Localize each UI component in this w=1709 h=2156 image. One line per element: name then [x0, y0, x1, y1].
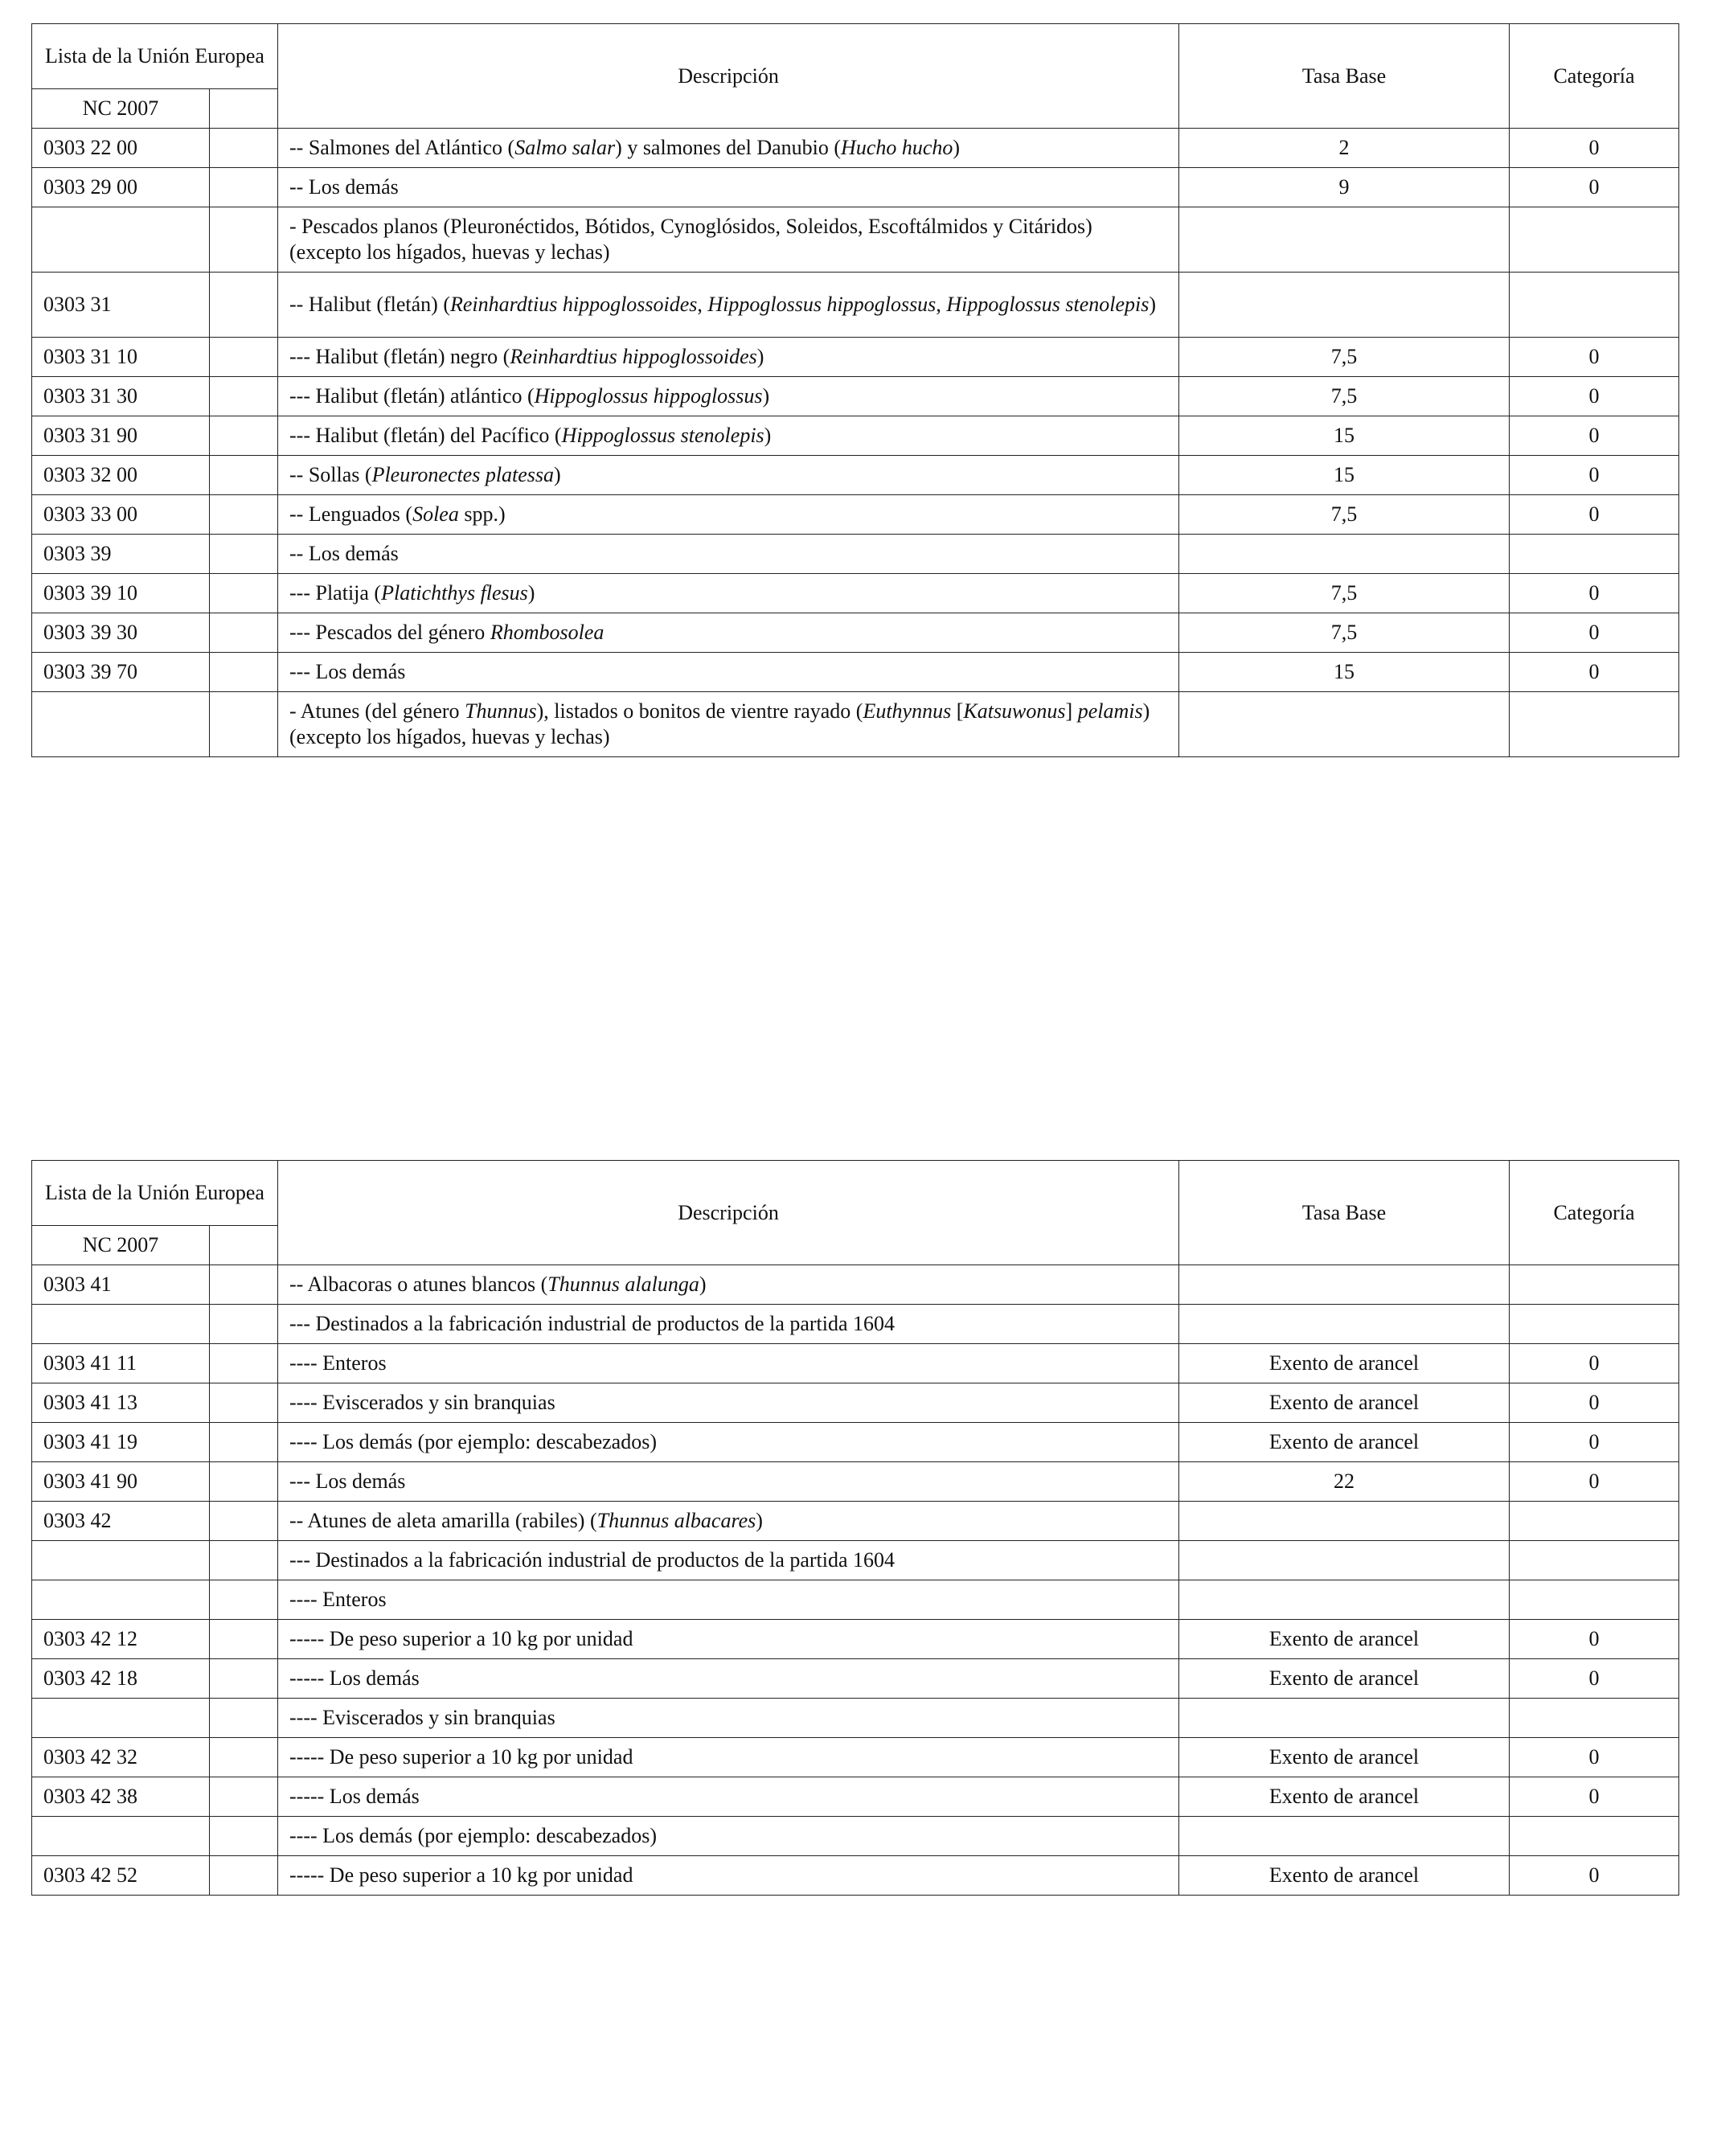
category-cell: 0: [1510, 338, 1679, 377]
blank-cell: [210, 1305, 278, 1344]
nc-code-cell: 0303 42 38: [32, 1777, 210, 1817]
blank-cell: [210, 1620, 278, 1659]
base-rate-cell: 15: [1179, 456, 1510, 495]
description-text: - Atunes (del género: [289, 699, 465, 723]
species-name: Salmo salar: [514, 136, 616, 159]
category-cell: [1510, 1541, 1679, 1580]
category-cell: 0: [1510, 1344, 1679, 1383]
nc-code-cell: 0303 42: [32, 1502, 210, 1541]
description-cell: [278, 1580, 1179, 1620]
blank-cell: [210, 1383, 278, 1423]
species-name: Rhombosolea: [490, 621, 605, 644]
blank-cell: [210, 377, 278, 416]
description-text: -- Los demás: [289, 542, 399, 565]
description-cell: [278, 416, 1179, 456]
description-text: --- Destinados a la fabricación industrial de productos de la partida 1604: [289, 1548, 895, 1572]
nc-code-cell: 0303 39 30: [32, 613, 210, 653]
base-rate-cell: 7,5: [1179, 495, 1510, 535]
nc-code-cell: [32, 1817, 210, 1856]
description-cell: [278, 1423, 1179, 1462]
category-cell: 0: [1510, 1462, 1679, 1502]
description-cell: [278, 1541, 1179, 1580]
header-nc-2007: NC 2007: [32, 1226, 210, 1265]
blank-cell: [210, 1817, 278, 1856]
table-row: [32, 692, 1679, 757]
table-row: [32, 416, 1679, 456]
description-cell: [278, 1699, 1179, 1738]
description-cell: [278, 1620, 1179, 1659]
header-blank-cell: [210, 89, 278, 129]
base-rate-cell: [1179, 273, 1510, 338]
species-name: Hucho hucho: [841, 136, 953, 159]
base-rate-cell: Exento de arancel: [1179, 1383, 1510, 1423]
base-rate-cell: [1179, 535, 1510, 574]
header-base-rate: Tasa Base: [1179, 1161, 1510, 1265]
table-1-body: [32, 129, 1679, 757]
table-row: [32, 207, 1679, 273]
base-rate-cell: [1179, 692, 1510, 757]
blank-cell: [210, 1856, 278, 1896]
species-name: pelamis: [1077, 699, 1143, 723]
description-cell: [278, 1265, 1179, 1305]
category-cell: 0: [1510, 168, 1679, 207]
description-text: ----- De peso superior a 10 kg por unidad: [289, 1863, 633, 1887]
description-text: ): [699, 1273, 707, 1296]
category-cell: [1510, 207, 1679, 273]
nc-code-cell: 0303 41 11: [32, 1344, 210, 1383]
category-cell: 0: [1510, 1423, 1679, 1462]
description-text: ---- Enteros: [289, 1588, 387, 1611]
description-text: ---- Enteros: [289, 1351, 387, 1375]
table-row: [32, 1620, 1679, 1659]
species-name: Reinhardtius hippoglossoides: [510, 345, 757, 368]
description-cell: [278, 613, 1179, 653]
nc-code-cell: [32, 1580, 210, 1620]
nc-code-cell: 0303 29 00: [32, 168, 210, 207]
category-cell: 0: [1510, 1856, 1679, 1896]
header-eu-list: Lista de la Unión Europea: [32, 24, 278, 89]
description-cell: [278, 377, 1179, 416]
description-text: -- Atunes de aleta amarilla (rabiles) (: [289, 1509, 597, 1532]
description-text: ) (excepto los hígados, huevas y lechas): [289, 699, 1150, 748]
description-text: ,: [936, 293, 947, 316]
nc-code-cell: 0303 31 90: [32, 416, 210, 456]
nc-code-cell: 0303 41 13: [32, 1383, 210, 1423]
blank-cell: [210, 1738, 278, 1777]
description-cell: [278, 574, 1179, 613]
base-rate-cell: Exento de arancel: [1179, 1659, 1510, 1699]
table-row: [32, 1777, 1679, 1817]
base-rate-cell: [1179, 1305, 1510, 1344]
nc-code-cell: 0303 42 32: [32, 1738, 210, 1777]
base-rate-cell: [1179, 1817, 1510, 1856]
nc-code-cell: [32, 1305, 210, 1344]
blank-cell: [210, 495, 278, 535]
blank-cell: [210, 1502, 278, 1541]
blank-cell: [210, 273, 278, 338]
blank-cell: [210, 1699, 278, 1738]
description-text: --- Pescados del género: [289, 621, 490, 644]
description-cell: [278, 1305, 1179, 1344]
description-text: ----- De peso superior a 10 kg por unidad: [289, 1745, 633, 1769]
description-text: -- Los demás: [289, 175, 399, 199]
blank-cell: [210, 207, 278, 273]
category-cell: 0: [1510, 129, 1679, 168]
description-cell: [278, 1462, 1179, 1502]
table-row: [32, 1462, 1679, 1502]
header-base-rate: Tasa Base: [1179, 24, 1510, 129]
category-cell: 0: [1510, 495, 1679, 535]
species-name: Euthynnus: [863, 699, 952, 723]
nc-code-cell: 0303 31 30: [32, 377, 210, 416]
description-cell: [278, 1777, 1179, 1817]
table-row: [32, 1856, 1679, 1896]
base-rate-cell: 9: [1179, 168, 1510, 207]
nc-code-cell: 0303 41: [32, 1265, 210, 1305]
blank-cell: [210, 653, 278, 692]
table-row: [32, 377, 1679, 416]
table-row: [32, 653, 1679, 692]
table-row: [32, 129, 1679, 168]
table-row: [32, 574, 1679, 613]
base-rate-cell: [1179, 1265, 1510, 1305]
description-cell: [278, 535, 1179, 574]
table-row: [32, 613, 1679, 653]
category-cell: 0: [1510, 1777, 1679, 1817]
species-name: Katsuwonus: [963, 699, 1066, 723]
base-rate-cell: [1179, 1699, 1510, 1738]
category-cell: [1510, 1699, 1679, 1738]
header-description: Descripción: [278, 24, 1179, 129]
species-name: Hippoglossus hippoglossus: [534, 384, 763, 408]
nc-code-cell: 0303 22 00: [32, 129, 210, 168]
nc-code-cell: [32, 692, 210, 757]
category-cell: [1510, 1817, 1679, 1856]
table-row: [32, 1502, 1679, 1541]
species-name: Platichthys flesus: [381, 581, 528, 605]
category-cell: 0: [1510, 653, 1679, 692]
base-rate-cell: Exento de arancel: [1179, 1777, 1510, 1817]
description-text: -- Albacoras o atunes blancos (: [289, 1273, 548, 1296]
species-name: Thunnus alalunga: [547, 1273, 699, 1296]
description-text: --- Platija (: [289, 581, 382, 605]
species-name: Reinhardtius hippoglossoides: [449, 293, 698, 316]
header-blank-cell: [210, 1226, 278, 1265]
table-row: [32, 1699, 1679, 1738]
species-name: Hippoglossus stenolepis: [946, 293, 1150, 316]
description-text: ]: [1065, 699, 1078, 723]
nc-code-cell: 0303 39 10: [32, 574, 210, 613]
category-cell: 0: [1510, 1620, 1679, 1659]
description-text: -- Salmones del Atlántico (: [289, 136, 515, 159]
base-rate-cell: [1179, 1502, 1510, 1541]
category-cell: [1510, 692, 1679, 757]
description-text: ----- De peso superior a 10 kg por unidad: [289, 1627, 633, 1650]
description-cell: [278, 495, 1179, 535]
species-name: Hippoglossus hippoglossus: [707, 293, 936, 316]
base-rate-cell: 7,5: [1179, 338, 1510, 377]
base-rate-cell: [1179, 1580, 1510, 1620]
tariff-table-2: [31, 1160, 1679, 1896]
species-name: Hippoglossus stenolepis: [561, 424, 764, 447]
base-rate-cell: Exento de arancel: [1179, 1856, 1510, 1896]
header-description: Descripción: [278, 1161, 1179, 1265]
base-rate-cell: [1179, 207, 1510, 273]
description-text: --- Halibut (fletán) negro (: [289, 345, 510, 368]
table-row: [32, 1659, 1679, 1699]
description-text: --- Destinados a la fabricación industrial de productos de la partida 1604: [289, 1312, 895, 1335]
description-cell: [278, 456, 1179, 495]
description-text: --- Halibut (fletán) atlántico (: [289, 384, 535, 408]
nc-code-cell: 0303 41 90: [32, 1462, 210, 1502]
nc-code-cell: 0303 33 00: [32, 495, 210, 535]
blank-cell: [210, 692, 278, 757]
description-text: ): [1149, 293, 1157, 316]
description-text: ): [527, 581, 535, 605]
description-cell: [278, 168, 1179, 207]
blank-cell: [210, 168, 278, 207]
description-cell: [278, 207, 1179, 273]
blank-cell: [210, 1344, 278, 1383]
blank-cell: [210, 1580, 278, 1620]
description-text: ): [762, 384, 770, 408]
category-cell: 0: [1510, 377, 1679, 416]
table-row: [32, 1423, 1679, 1462]
description-text: ---- Los demás (por ejemplo: descabezados): [289, 1824, 657, 1847]
description-text: ), listados o bonitos de vientre rayado (: [536, 699, 863, 723]
blank-cell: [210, 1541, 278, 1580]
description-text: [: [951, 699, 964, 723]
table-row: [32, 1383, 1679, 1423]
table-row: [32, 1344, 1679, 1383]
nc-code-cell: 0303 42 52: [32, 1856, 210, 1896]
description-text: ): [756, 1509, 763, 1532]
base-rate-cell: 22: [1179, 1462, 1510, 1502]
description-text: --- Halibut (fletán) del Pacífico (: [289, 424, 562, 447]
description-cell: [278, 338, 1179, 377]
base-rate-cell: Exento de arancel: [1179, 1344, 1510, 1383]
description-cell: [278, 1344, 1179, 1383]
category-cell: 0: [1510, 416, 1679, 456]
base-rate-cell: [1179, 1541, 1510, 1580]
nc-code-cell: 0303 42 12: [32, 1620, 210, 1659]
description-text: --- Los demás: [289, 1469, 406, 1493]
description-cell: [278, 1383, 1179, 1423]
category-cell: 0: [1510, 1383, 1679, 1423]
blank-cell: [210, 456, 278, 495]
table-2-body: [32, 1265, 1679, 1896]
description-cell: [278, 1502, 1179, 1541]
description-text: ): [764, 424, 772, 447]
description-cell: [278, 653, 1179, 692]
header-category: Categoría: [1510, 1161, 1679, 1265]
table-row: [32, 1817, 1679, 1856]
base-rate-cell: 2: [1179, 129, 1510, 168]
description-cell: [278, 1738, 1179, 1777]
base-rate-cell: Exento de arancel: [1179, 1423, 1510, 1462]
nc-code-cell: 0303 39 70: [32, 653, 210, 692]
blank-cell: [210, 338, 278, 377]
header-nc-2007: NC 2007: [32, 89, 210, 129]
blank-cell: [210, 129, 278, 168]
description-text: ) y salmones del Danubio (: [615, 136, 842, 159]
description-text: ): [756, 345, 764, 368]
nc-code-cell: 0303 41 19: [32, 1423, 210, 1462]
table-row: [32, 1541, 1679, 1580]
blank-cell: [210, 535, 278, 574]
category-cell: [1510, 535, 1679, 574]
blank-cell: [210, 1265, 278, 1305]
description-text: - Pescados planos (Pleuronéctidos, Bótidos, Cynoglósidos, Soleidos, Escoftálmidos y Citáridos) (excepto los hígados, huevas y lechas): [289, 215, 1092, 264]
nc-code-cell: [32, 1541, 210, 1580]
table-row: [32, 1265, 1679, 1305]
category-cell: 0: [1510, 456, 1679, 495]
description-cell: [278, 273, 1179, 338]
table-row: [32, 1580, 1679, 1620]
description-cell: [278, 1817, 1179, 1856]
category-cell: [1510, 273, 1679, 338]
species-name: Thunnus albacares: [596, 1509, 756, 1532]
blank-cell: [210, 1659, 278, 1699]
blank-cell: [210, 1777, 278, 1817]
blank-cell: [210, 574, 278, 613]
blank-cell: [210, 1462, 278, 1502]
description-cell: [278, 692, 1179, 757]
species-name: Thunnus: [465, 699, 537, 723]
description-text: ----- Los demás: [289, 1785, 420, 1808]
tariff-table-1: [31, 23, 1679, 757]
description-text: -- Sollas (: [289, 463, 372, 486]
table-row: [32, 168, 1679, 207]
nc-code-cell: [32, 1699, 210, 1738]
base-rate-cell: 7,5: [1179, 574, 1510, 613]
species-name: Solea: [412, 502, 459, 526]
description-text: ---- Los demás (por ejemplo: descabezados): [289, 1430, 657, 1453]
blank-cell: [210, 416, 278, 456]
blank-cell: [210, 1423, 278, 1462]
nc-code-cell: 0303 31: [32, 273, 210, 338]
base-rate-cell: 7,5: [1179, 377, 1510, 416]
table-row: [32, 1305, 1679, 1344]
base-rate-cell: 7,5: [1179, 613, 1510, 653]
category-cell: [1510, 1305, 1679, 1344]
description-text: ---- Eviscerados y sin branquias: [289, 1706, 555, 1729]
table-row: [32, 273, 1679, 338]
table-row: [32, 456, 1679, 495]
nc-code-cell: 0303 42 18: [32, 1659, 210, 1699]
category-cell: [1510, 1265, 1679, 1305]
species-name: Pleuronectes platessa: [371, 463, 555, 486]
category-cell: [1510, 1580, 1679, 1620]
category-cell: [1510, 1502, 1679, 1541]
nc-code-cell: [32, 207, 210, 273]
header-eu-list: Lista de la Unión Europea: [32, 1161, 278, 1226]
description-cell: [278, 1856, 1179, 1896]
description-text: -- Lenguados (: [289, 502, 413, 526]
table-row: [32, 338, 1679, 377]
base-rate-cell: 15: [1179, 653, 1510, 692]
description-text: spp.): [458, 502, 506, 526]
description-text: ----- Los demás: [289, 1666, 420, 1690]
blank-cell: [210, 613, 278, 653]
category-cell: 0: [1510, 574, 1679, 613]
description-text: ,: [697, 293, 708, 316]
base-rate-cell: Exento de arancel: [1179, 1620, 1510, 1659]
nc-code-cell: 0303 31 10: [32, 338, 210, 377]
description-cell: [278, 1659, 1179, 1699]
category-cell: 0: [1510, 1659, 1679, 1699]
base-rate-cell: Exento de arancel: [1179, 1738, 1510, 1777]
description-cell: [278, 129, 1179, 168]
nc-code-cell: 0303 39: [32, 535, 210, 574]
category-cell: 0: [1510, 1738, 1679, 1777]
table-row: [32, 495, 1679, 535]
description-text: -- Halibut (fletán) (: [289, 293, 450, 316]
description-text: ): [554, 463, 561, 486]
table-row: [32, 1738, 1679, 1777]
category-cell: 0: [1510, 613, 1679, 653]
description-text: ): [953, 136, 961, 159]
table-row: [32, 535, 1679, 574]
description-text: ---- Eviscerados y sin branquias: [289, 1391, 555, 1414]
base-rate-cell: 15: [1179, 416, 1510, 456]
description-text: --- Los demás: [289, 660, 406, 683]
header-category: Categoría: [1510, 24, 1679, 129]
nc-code-cell: 0303 32 00: [32, 456, 210, 495]
